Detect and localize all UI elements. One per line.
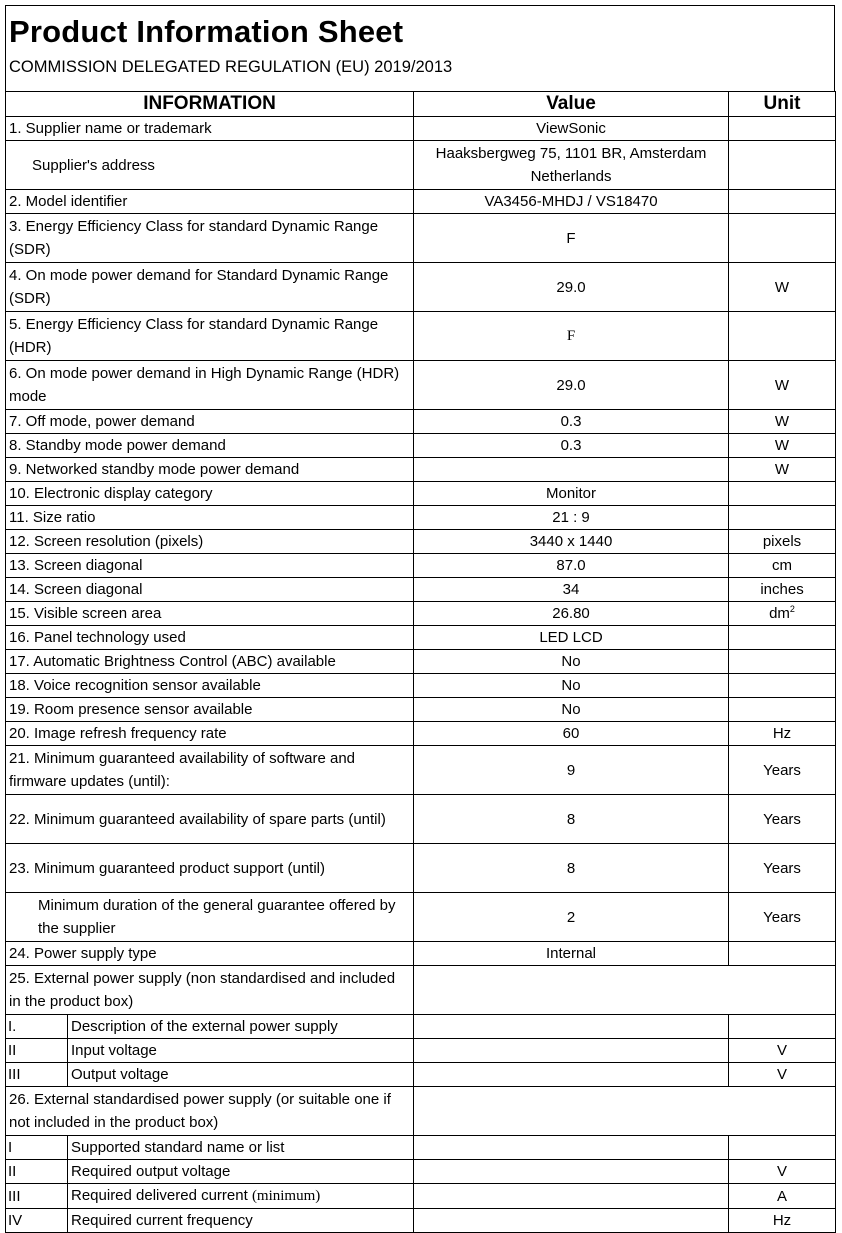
row-info: 19. Room presence sensor available [6,698,414,722]
table-row [6,942,836,966]
page-title: Product Information Sheet [9,14,404,49]
row-info: Minimum duration of the general guarantee offered by the supplier [6,893,414,942]
column-header-value: Value [414,92,729,117]
row-value: 87.0 [414,554,729,578]
table-row [6,602,836,626]
table-row [6,893,836,942]
row-unit [729,506,836,530]
row-unit: Years [729,893,836,942]
table-row [6,795,836,844]
table-row [6,578,836,602]
item-label: Required current frequency [68,1209,414,1233]
item-value [414,1015,729,1039]
row-info: 11. Size ratio [6,506,414,530]
row-unit [729,674,836,698]
table-row [6,1063,836,1087]
table-row [6,312,836,361]
row-value [414,458,729,482]
table-row [6,1160,836,1184]
table-row [6,674,836,698]
product-information-sheet [5,5,835,1233]
row-value: 8 [414,844,729,893]
row-info: 6. On mode power demand in High Dynamic Range (HDR) mode [6,361,414,410]
column-header-unit: Unit [729,92,836,117]
row-value: 34 [414,578,729,602]
row-unit [729,214,836,263]
row-info: 17. Automatic Brightness Control (ABC) available [6,650,414,674]
item-label: Input voltage [68,1039,414,1063]
row-value: 60 [414,722,729,746]
page-subtitle: COMMISSION DELEGATED REGULATION (EU) 2019/2013 [9,58,453,76]
table-row [6,698,836,722]
row-value: 2 [414,893,729,942]
table-row [6,1209,836,1233]
row-value: F [414,214,729,263]
row-info: 8. Standby mode power demand [6,434,414,458]
table-row [6,1184,836,1209]
title-block [5,5,835,91]
row-info: 4. On mode power demand for Standard Dynamic Range (SDR) [6,263,414,312]
item-number: IV [6,1209,68,1233]
item-number: III [6,1063,68,1087]
table-row [6,263,836,312]
row-info: 24. Power supply type [6,942,414,966]
row-unit: Years [729,844,836,893]
table-row [6,1039,836,1063]
row-value: 9 [414,746,729,795]
table-row [6,361,836,410]
row-value: LED LCD [414,626,729,650]
row-value: 29.0 [414,263,729,312]
row-unit: inches [729,578,836,602]
row-unit: pixels [729,530,836,554]
unit-superscript: 2 [789,604,795,614]
item-label-text: Required delivered current [71,1187,248,1204]
row-info: 15. Visible screen area [6,602,414,626]
row-unit: Years [729,746,836,795]
row-unit [729,312,836,361]
table-row [6,190,836,214]
row-unit: W [729,361,836,410]
row-unit: W [729,410,836,434]
table-row [6,722,836,746]
item-label: Required output voltage [68,1160,414,1184]
row-unit [729,190,836,214]
table-row [6,410,836,434]
row-value: No [414,698,729,722]
row-unit [729,482,836,506]
row-unit [729,942,836,966]
item-unit: V [729,1039,836,1063]
row-info: 20. Image refresh frequency rate [6,722,414,746]
table-row [6,458,836,482]
item-unit: V [729,1160,836,1184]
item-number: II [6,1160,68,1184]
table-row [6,844,836,893]
item-value [414,1039,729,1063]
row-value: Haaksbergweg 75, 1101 BR, Amsterdam Netherlands [414,141,729,190]
row-unit: Hz [729,722,836,746]
row-info: 14. Screen diagonal [6,578,414,602]
row-info: 23. Minimum guaranteed product support (until) [6,844,414,893]
item-label [68,1184,414,1209]
item-label: Output voltage [68,1063,414,1087]
item-unit [729,1136,836,1160]
item-value [414,1136,729,1160]
row-value: 3440 x 1440 [414,530,729,554]
item-label: Description of the external power supply [68,1015,414,1039]
row-value: Monitor [414,482,729,506]
table-row [6,1136,836,1160]
row-value: No [414,674,729,698]
row-info: 10. Electronic display category [6,482,414,506]
row-info: 7. Off mode, power demand [6,410,414,434]
section-26-blank [414,1087,836,1136]
row-unit [729,117,836,141]
item-value [414,1063,729,1087]
table-row [6,214,836,263]
row-value: VA3456-MHDJ / VS18470 [414,190,729,214]
row-info: 13. Screen diagonal [6,554,414,578]
row-unit: cm [729,554,836,578]
table-row [6,117,836,141]
row-unit: W [729,263,836,312]
section-25-heading: 25. External power supply (non standardised and included in the product box) [6,966,414,1015]
item-number: II [6,1039,68,1063]
row-info: 3. Energy Efficiency Class for standard Dynamic Range (SDR) [6,214,414,263]
row-info: 9. Networked standby mode power demand [6,458,414,482]
table-row [6,434,836,458]
item-number: III [6,1184,68,1209]
unit-text: dm [769,605,790,622]
row-value: 26.80 [414,602,729,626]
row-info: 22. Minimum guaranteed availability of spare parts (until) [6,795,414,844]
table-row [6,554,836,578]
table-row [6,1015,836,1039]
row-value: 8 [414,795,729,844]
section-26-heading: 26. External standardised power supply (or suitable one if not included in the product box) [6,1087,414,1136]
item-unit: Hz [729,1209,836,1233]
row-unit [729,626,836,650]
table-row [6,506,836,530]
table-row [6,746,836,795]
item-label: Supported standard name or list [68,1136,414,1160]
row-info: 1. Supplier name or trademark [6,117,414,141]
item-number: I [6,1136,68,1160]
row-value: No [414,650,729,674]
row-info: Supplier's address [6,141,414,190]
item-number: I. [6,1015,68,1039]
item-label-note: (minimum) [251,1188,321,1204]
item-value [414,1160,729,1184]
item-unit [729,1015,836,1039]
table-row [6,626,836,650]
table-row [6,650,836,674]
section-25-heading-row [6,966,836,1015]
row-value: 21 : 9 [414,506,729,530]
item-value [414,1184,729,1209]
section-25-blank [414,966,836,1015]
table-row [6,482,836,506]
row-info: 12. Screen resolution (pixels) [6,530,414,554]
row-unit [729,141,836,190]
row-unit [729,602,836,626]
row-info: 16. Panel technology used [6,626,414,650]
item-value [414,1209,729,1233]
row-unit: W [729,434,836,458]
row-value: F [414,312,729,361]
row-unit: Years [729,795,836,844]
row-unit [729,650,836,674]
item-unit: V [729,1063,836,1087]
row-value: 0.3 [414,434,729,458]
row-unit [729,698,836,722]
row-info: 18. Voice recognition sensor available [6,674,414,698]
column-header-information: INFORMATION [6,92,414,117]
row-info: 21. Minimum guaranteed availability of software and firmware updates (until): [6,746,414,795]
table-header [6,92,836,117]
row-value: Internal [414,942,729,966]
row-unit: W [729,458,836,482]
row-value: 29.0 [414,361,729,410]
row-info: 5. Energy Efficiency Class for standard Dynamic Range (HDR) [6,312,414,361]
info-table [5,91,836,1233]
row-info: 2. Model identifier [6,190,414,214]
row-value: ViewSonic [414,117,729,141]
table-row [6,141,836,190]
item-unit: A [729,1184,836,1209]
row-value: 0.3 [414,410,729,434]
section-26-heading-row [6,1087,836,1136]
table-row [6,530,836,554]
